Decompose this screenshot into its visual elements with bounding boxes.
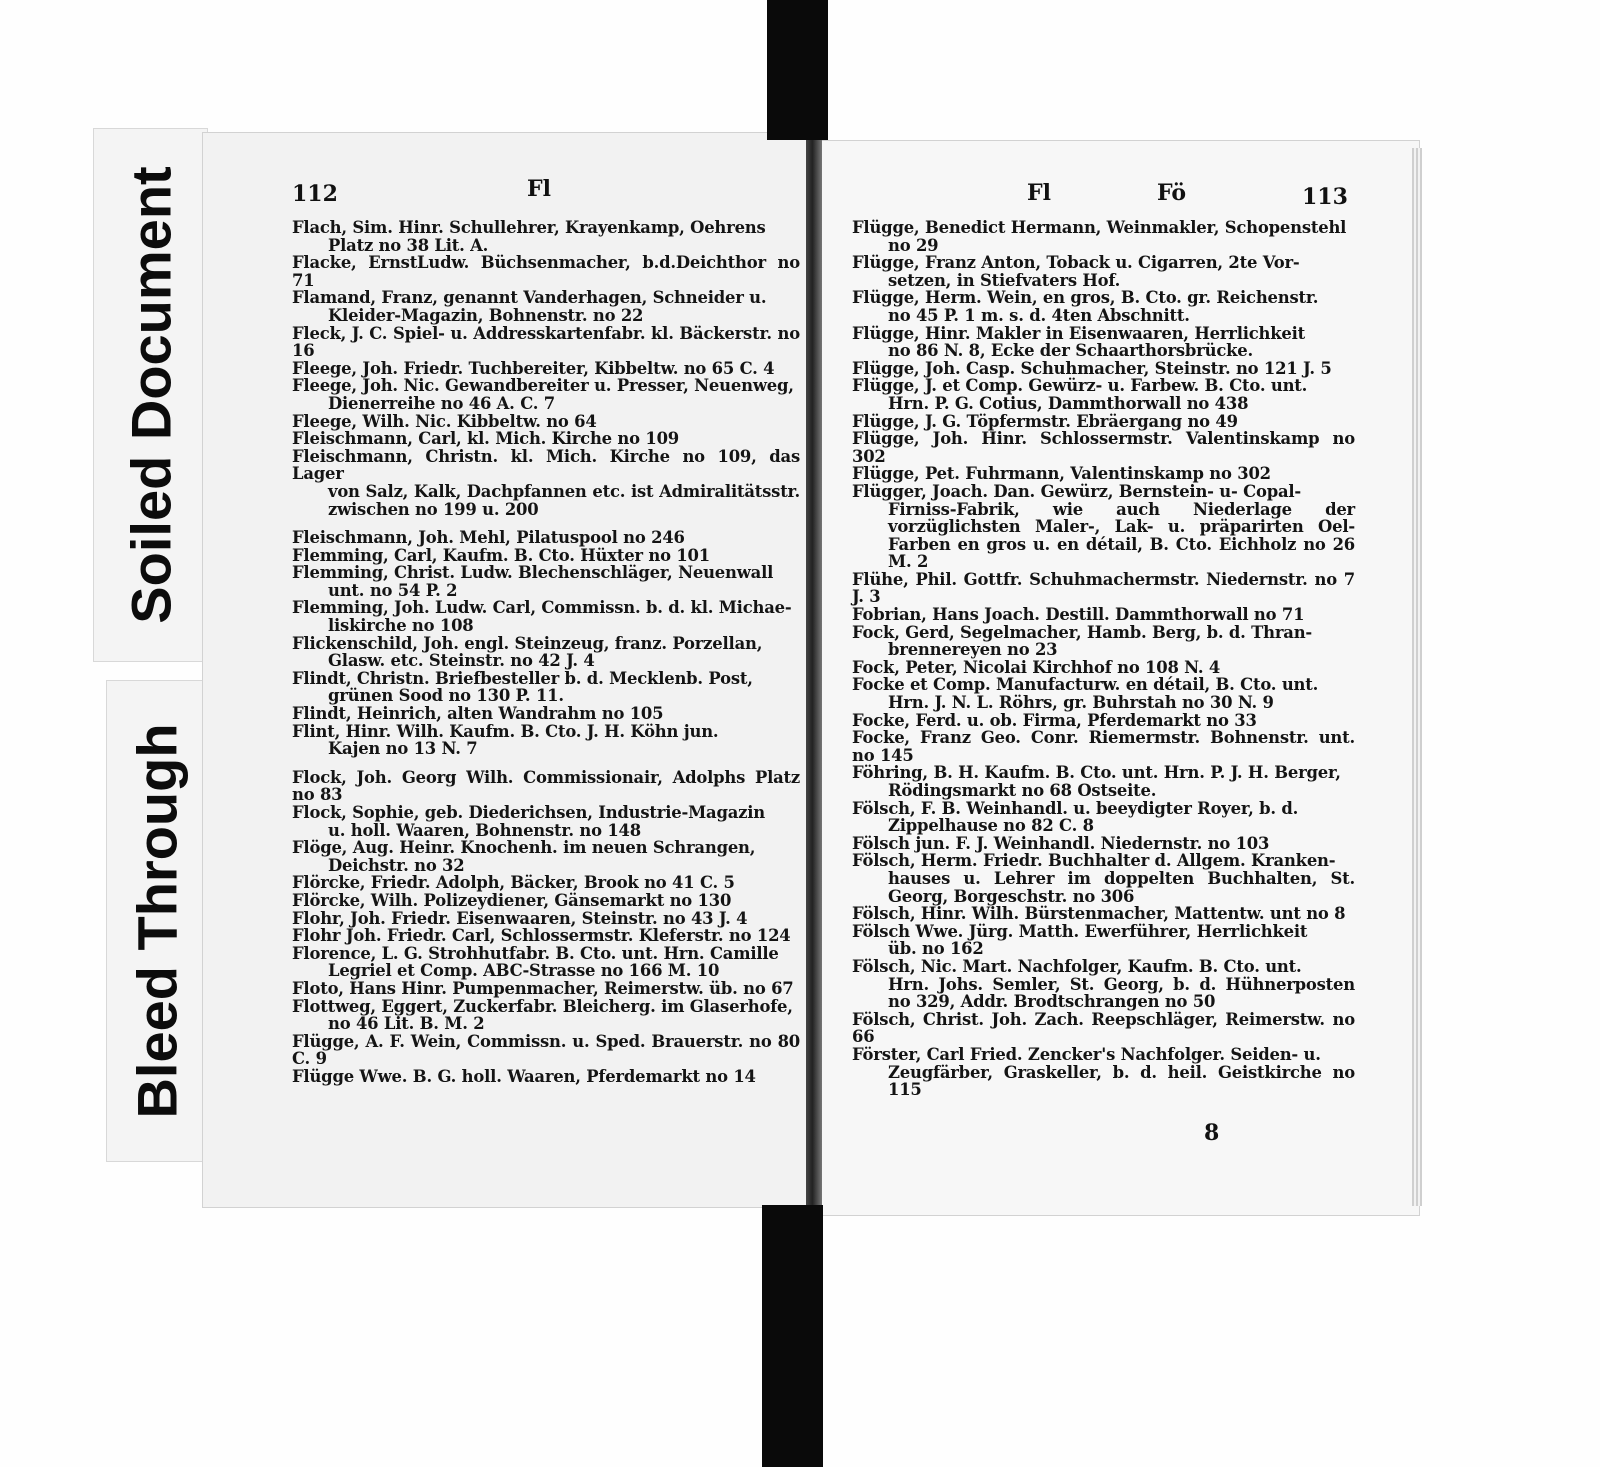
entry-text: Flacke, ErnstLudw. Büchsenmacher, b.d.Deichthor no 71 xyxy=(292,253,800,290)
entry-text: Flindt, Heinrich, alten Wandrahm no 105 xyxy=(292,704,664,724)
directory-entry xyxy=(292,360,800,378)
directory-entry xyxy=(852,852,1355,905)
entry-text: Flügge, Joh. Casp. Schuhmacher, Steinstr. no 121 J. 5 xyxy=(852,358,1332,378)
entry-text: Flöge, Aug. Heinr. Knochenh. im neuen Schrangen, xyxy=(292,838,756,858)
entry-text: Flügge, Pet. Fuhrmann, Valentinskamp no 302 xyxy=(852,464,1271,484)
directory-entry xyxy=(292,723,800,758)
right-page-number: 113 xyxy=(1302,184,1348,210)
entry-text: Förster, Carl Fried. Zencker's Nachfolger. Seiden- u. xyxy=(852,1044,1321,1064)
entry-text: Flügge, A. F. Wein, Commissn. u. Sped. Brauerstr. no 80 C. 9 xyxy=(292,1031,800,1069)
entry-text: Flühe, Phil. Gottfr. Schuhmachermstr. Niedernstr. no 7 J. 3 xyxy=(852,569,1355,607)
directory-entry xyxy=(292,839,800,874)
directory-entry xyxy=(852,1011,1355,1046)
directory-entry xyxy=(852,413,1355,431)
entry-text: Flint, Hinr. Wilh. Kaufm. B. Cto. J. H. Köhn jun. xyxy=(292,721,719,741)
entry-text: Flindt, Christn. Briefbesteller b. d. Mecklenb. Post, xyxy=(292,668,753,688)
directory-entry xyxy=(292,804,800,839)
entry-text: Flügge, J. G. Töpfermstr. Ebräergang no 49 xyxy=(852,411,1238,431)
entry-text: Fölsch, Nic. Mart. Nachfolger, Kaufm. B. Cto. unt. xyxy=(852,956,1302,976)
entry-text: Flügge, Hinr. Makler in Eisenwaaren, Herrlichkeit xyxy=(852,323,1306,343)
entry-text: Fock, Gerd, Segelmacher, Hamb. Berg, b. d. Thran- xyxy=(852,622,1313,642)
entry-text: Fleischmann, Joh. Mehl, Pilatuspool no 246 xyxy=(292,528,685,548)
directory-entry xyxy=(852,465,1355,483)
book-gutter xyxy=(806,140,822,1206)
bleed-through-stamp xyxy=(106,680,208,1162)
bleed-through-label: Bleed Through xyxy=(125,723,189,1119)
directory-entry xyxy=(852,923,1355,958)
directory-entry xyxy=(292,564,800,599)
entry-text: Fock, Peter, Nicolai Kirchhof no 108 N. 4 xyxy=(852,657,1221,677)
entry-text: Fölsch jun. F. J. Weinhandl. Niedernstr. no 103 xyxy=(852,833,1270,853)
entry-text: Fölsch, Hinr. Wilh. Bürstenmacher, Mattentw. unt no 8 xyxy=(852,904,1346,924)
entry-text: Fleischmann, Carl, kl. Mich. Kirche no 109 xyxy=(292,429,679,449)
directory-entry xyxy=(852,377,1355,412)
entry-continuation: liskirche no 108 xyxy=(328,616,474,636)
entry-continuation: von Salz, Kalk, Dachpfannen etc. ist Admiralitätsstr. zwischen no 199 u. 200 xyxy=(328,481,800,519)
directory-entry xyxy=(852,360,1355,378)
directory-entry xyxy=(292,430,800,448)
entry-continuation: Hrn. Johs. Semler, St. Georg, b. d. Hühnerposten no 329, Addr. Brodtschrangen no 50 xyxy=(888,974,1355,1012)
directory-entry xyxy=(292,448,800,518)
entry-continuation: hauses u. Lehrer im doppelten Buchhalten, St. Georg, Borgeschstr. no 306 xyxy=(888,868,1355,906)
directory-entry xyxy=(852,835,1355,853)
directory-entry xyxy=(292,547,800,565)
directory-entry xyxy=(852,289,1355,324)
directory-entry xyxy=(292,670,800,705)
directory-entry xyxy=(292,325,800,360)
directory-entry xyxy=(292,910,800,928)
signature-mark: 8 xyxy=(1204,1120,1220,1146)
entry-text: Fölsch, Christ. Joh. Zach. Reepschläger, Reimerstw. no 66 xyxy=(852,1009,1355,1047)
left-running-head: Fl xyxy=(527,176,551,202)
entry-text: Fleege, Joh. Friedr. Tuchbereiter, Kibbeltw. no 65 C. 4 xyxy=(292,358,775,378)
entry-continuation: unt. no 54 P. 2 xyxy=(328,580,458,600)
directory-entry xyxy=(852,676,1355,711)
soiled-document-label: Soiled Document xyxy=(119,166,182,624)
entry-text: Florence, L. G. Strohhutfabr. B. Cto. unt. Hrn. Camille xyxy=(292,943,779,963)
directory-entry xyxy=(292,892,800,910)
directory-entry xyxy=(292,874,800,892)
entry-text: Focke, Ferd. u. ob. Firma, Pferdemarkt no 33 xyxy=(852,710,1257,730)
directory-entry xyxy=(852,624,1355,659)
entry-text: Flottweg, Eggert, Zuckerfabr. Bleicherg. im Glaserhofe, xyxy=(292,996,793,1016)
directory-entry xyxy=(852,571,1355,606)
directory-entry xyxy=(852,659,1355,677)
entry-continuation: no 45 P. 1 m. s. d. 4ten Abschnitt. xyxy=(888,305,1190,325)
entry-text: Flügge, J. et Comp. Gewürz- u. Farbew. B. Cto. unt. xyxy=(852,376,1308,396)
entry-text: Focke et Comp. Manufacturw. en détail, B. Cto. unt. xyxy=(852,675,1319,695)
directory-entry xyxy=(292,980,800,998)
entry-text: Flügger, Joach. Dan. Gewürz, Bernstein- u- Copal- xyxy=(852,481,1302,501)
directory-entry xyxy=(292,998,800,1033)
entry-continuation: no 29 xyxy=(888,235,939,255)
entry-text: Flach, Sim. Hinr. Schullehrer, Krayenkamp, Oehrens xyxy=(292,218,766,237)
left-directory-column xyxy=(292,219,800,1086)
entry-continuation: Kleider-Magazin, Bohnenstr. no 22 xyxy=(328,305,644,325)
directory-entry xyxy=(292,413,800,431)
entry-text: Flügge, Joh. Hinr. Schlossermstr. Valentinskamp no 302 xyxy=(852,429,1355,466)
directory-entry xyxy=(852,1046,1355,1099)
entry-text: Flügge Wwe. B. G. holl. Waaren, Pferdemarkt no 14 xyxy=(292,1066,756,1086)
right-running-head-right: Fö xyxy=(1157,180,1187,206)
directory-entry xyxy=(852,729,1355,764)
directory-entry xyxy=(852,325,1355,360)
clamp-strip-bottom xyxy=(762,1205,823,1467)
entry-text: Flügge, Benedict Hermann, Weinmakler, Schopenstehl xyxy=(852,218,1347,237)
entry-continuation: u. holl. Waaren, Bohnenstr. no 148 xyxy=(328,820,641,840)
entry-text: Flohr Joh. Friedr. Carl, Schlossermstr. Kleferstr. no 124 xyxy=(292,926,791,946)
directory-entry xyxy=(852,712,1355,730)
left-page-number: 112 xyxy=(292,181,338,207)
entry-text: Fleege, Joh. Nic. Gewandbereiter u. Presser, Neuenweg, xyxy=(292,376,794,396)
directory-entry xyxy=(292,1068,800,1086)
entry-continuation: Zeugfärber, Graskeller, b. d. heil. Geistkirche no 115 xyxy=(888,1062,1355,1100)
directory-entry xyxy=(292,599,800,634)
entry-text: Fleege, Wilh. Nic. Kibbeltw. no 64 xyxy=(292,411,597,431)
entry-text: Fleischmann, Christn. kl. Mich. Kirche no 109, das Lager xyxy=(292,446,800,484)
directory-entry xyxy=(852,254,1355,289)
entry-continuation: grünen Sood no 130 P. 11. xyxy=(328,686,564,706)
entry-continuation: Zippelhause no 82 C. 8 xyxy=(888,816,1094,836)
directory-entry xyxy=(852,764,1355,799)
entry-continuation: Dienerreihe no 46 A. C. 7 xyxy=(328,393,555,413)
entry-text: Flemming, Christ. Ludw. Blechenschläger, Neuenwall xyxy=(292,563,774,583)
entry-continuation: üb. no 162 xyxy=(888,939,984,959)
directory-entry xyxy=(292,377,800,412)
clamp-mark xyxy=(770,1438,773,1450)
directory-entry xyxy=(292,945,800,980)
entry-text: Fölsch Wwe. Jürg. Matth. Ewerführer, Herrlichkeit xyxy=(852,921,1308,941)
entry-continuation: Legriel et Comp. ABC-Strasse no 166 M. 10 xyxy=(328,961,720,981)
entry-text: Fölsch, Herm. Friedr. Buchhalter d. Allgem. Kranken- xyxy=(852,851,1336,871)
directory-entry xyxy=(852,483,1355,571)
entry-text: Flügge, Franz Anton, Toback u. Cigarren, 2te Vor- xyxy=(852,253,1300,273)
entry-text: Flemming, Carl, Kaufm. B. Cto. Hüxter no 101 xyxy=(292,545,710,565)
directory-entry xyxy=(292,1033,800,1068)
entry-continuation: brennereyen no 23 xyxy=(888,640,1058,660)
entry-text: Flamand, Franz, genannt Vanderhagen, Schneider u. xyxy=(292,288,767,308)
entry-text: Flock, Joh. Georg Wilh. Commissionair, Adolphs Platz no 83 xyxy=(292,767,800,805)
directory-entry xyxy=(852,800,1355,835)
entry-text: Föhring, B. H. Kaufm. B. Cto. unt. Hrn. P. J. H. Berger, xyxy=(852,763,1341,783)
entry-text: Floto, Hans Hinr. Pumpenmacher, Reimerstw. üb. no 67 xyxy=(292,978,794,998)
directory-entry xyxy=(852,219,1355,254)
clamp-strip-top xyxy=(767,0,828,140)
entry-text: Fleck, J. C. Spiel- u. Addresskartenfabr. kl. Bäckerstr. no 16 xyxy=(292,323,800,361)
entry-continuation: setzen, in Stiefvaters Hof. xyxy=(888,270,1121,290)
directory-entry xyxy=(852,958,1355,1011)
entry-text: Focke, Franz Geo. Conr. Riemermstr. Bohnenstr. unt. no 145 xyxy=(852,728,1355,765)
entry-continuation: no 86 N. 8, Ecke der Schaarthorsbrücke. xyxy=(888,341,1254,361)
directory-entry xyxy=(852,606,1355,624)
entry-continuation: Hrn. J. N. L. Röhrs, gr. Buhrstah no 30 N. 9 xyxy=(888,693,1274,713)
entry-continuation: Deichstr. no 32 xyxy=(328,855,465,875)
entry-continuation: Firniss-Fabrik, wie auch Niederlage der vorzüglichsten Maler-, Lak- u. präparirten Oel-Farben en gros u. en détail, B. Cto. Eichholz no 26 M. 2 xyxy=(888,499,1355,572)
entry-text: Flickenschild, Joh. engl. Steinzeug, franz. Porzellan, xyxy=(292,633,763,653)
directory-entry xyxy=(292,289,800,324)
entry-continuation: Kajen no 13 N. 7 xyxy=(328,739,478,759)
entry-text: Flock, Sophie, geb. Diederichsen, Industrie-Magazin xyxy=(292,803,765,822)
entry-text: Fobrian, Hans Joach. Destill. Dammthorwall no 71 xyxy=(852,605,1305,625)
entry-text: Flemming, Joh. Ludw. Carl, Commissn. b. d. kl. Michae- xyxy=(292,598,792,618)
entry-continuation: Rödingsmarkt no 68 Ostseite. xyxy=(888,781,1157,800)
directory-entry xyxy=(292,927,800,945)
right-directory-column xyxy=(852,219,1355,1099)
entry-continuation: Glasw. etc. Steinstr. no 42 J. 4 xyxy=(328,651,595,671)
directory-entry xyxy=(852,430,1355,465)
directory-entry xyxy=(292,529,800,547)
entry-text: Flügge, Herm. Wein, en gros, B. Cto. gr. Reichenstr. xyxy=(852,288,1319,308)
page-edges xyxy=(1412,148,1422,1206)
directory-entry xyxy=(292,769,800,804)
directory-entry xyxy=(292,219,800,254)
entry-text: Flörcke, Wilh. Polizeydiener, Gänsemarkt no 130 xyxy=(292,890,732,910)
entry-text: Flörcke, Friedr. Adolph, Bäcker, Brook no 41 C. 5 xyxy=(292,873,735,893)
directory-entry xyxy=(292,254,800,289)
directory-entry xyxy=(292,635,800,670)
soiled-document-stamp xyxy=(93,128,208,662)
directory-entry xyxy=(292,705,800,723)
entry-text: Flohr, Joh. Friedr. Eisenwaaren, Steinstr. no 43 J. 4 xyxy=(292,908,748,928)
entry-continuation: no 46 Lit. B. M. 2 xyxy=(328,1014,485,1034)
entry-continuation: Hrn. P. G. Cotius, Dammthorwall no 438 xyxy=(888,393,1249,413)
entry-text: Fölsch, F. B. Weinhandl. u. beeydigter Royer, b. d. xyxy=(852,798,1299,818)
right-running-head-left: Fl xyxy=(1027,180,1051,206)
directory-entry xyxy=(852,905,1355,923)
entry-continuation: Platz no 38 Lit. A. xyxy=(328,235,489,255)
